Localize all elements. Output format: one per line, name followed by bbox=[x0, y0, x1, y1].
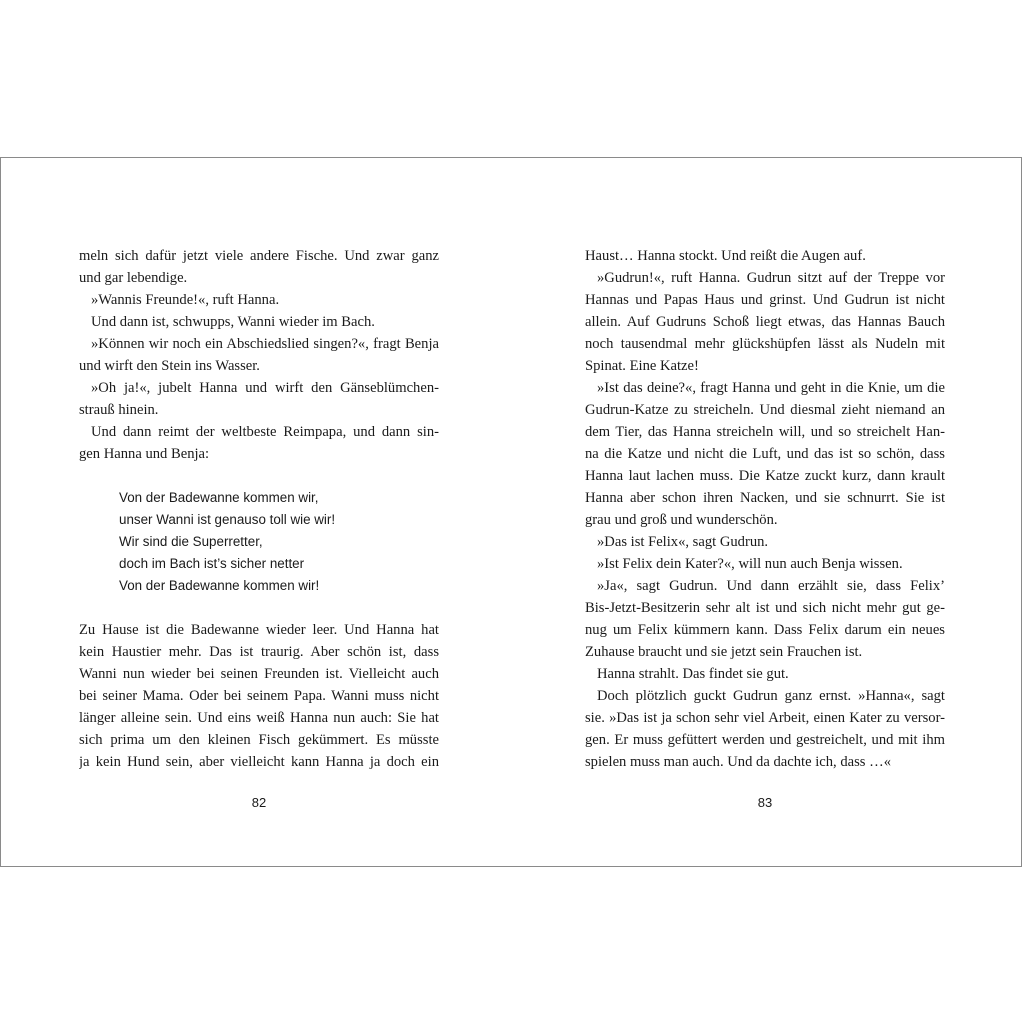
text-line: und wirft den Stein ins Wasser. bbox=[79, 358, 260, 374]
left-page-text-after-poem bbox=[79, 619, 439, 773]
text-line: Gudrun-Katze zu streicheln. Und diesmal zieht niemand an bbox=[585, 402, 945, 418]
text-line: meln sich dafür jetzt viele andere Fische. Und zwar ganz bbox=[79, 248, 439, 264]
text-line: Bis-Jetzt-Besitzerin sehr alt ist und sich nicht mehr gut ge- bbox=[585, 600, 945, 616]
paragraph bbox=[79, 421, 439, 465]
paragraph bbox=[79, 245, 439, 289]
text-line: Zu Hause ist die Badewanne wieder leer. Und Hanna hat bbox=[79, 622, 439, 638]
text-line: Und dann reimt der weltbeste Reimpapa, und dann sin- bbox=[91, 424, 439, 440]
text-line: Hanna aber schon ihren Nacken, und sie schnurrt. Sie ist bbox=[585, 490, 945, 506]
poem-line: Von der Badewanne kommen wir! bbox=[119, 578, 320, 593]
text-line: kein Haustier mehr. Das ist traurig. Aber schön ist, dass bbox=[79, 644, 439, 660]
book-spread bbox=[0, 157, 1022, 867]
right-page-text bbox=[585, 245, 945, 773]
text-line: »Wannis Freunde!«, ruft Hanna. bbox=[91, 292, 280, 308]
paragraph bbox=[585, 553, 945, 575]
text-line: Doch plötzlich guckt Gudrun ganz ernst. »Hanna«, sagt bbox=[597, 688, 945, 704]
paragraph bbox=[79, 619, 439, 773]
poem bbox=[79, 487, 439, 597]
text-line: Haust… Hanna stockt. Und reißt die Augen auf. bbox=[585, 248, 866, 264]
text-line: nug um Felix kümmern kann. Dass Felix darum ein neues bbox=[585, 622, 945, 638]
page-number-right: 83 bbox=[757, 795, 773, 810]
text-line: allein. Auf Gudruns Schoß liegt etwas, das Hannas Bauch bbox=[585, 314, 945, 330]
text-line: gen. Er muss gefüttert werden und gestreichelt, und mit ihm bbox=[585, 732, 945, 748]
text-line: na die Katze und nicht die Luft, und das ist so schön, dass bbox=[585, 446, 945, 462]
text-line: sie. »Das ist ja schon sehr viel Arbeit, einen Kater zu versor- bbox=[585, 710, 945, 726]
poem-line: unser Wanni ist genauso toll wie wir! bbox=[119, 512, 336, 527]
text-line: Zuhause braucht und sie jetzt sein Frauchen ist. bbox=[585, 644, 863, 660]
text-line: Hannas und Papas Haus und grinst. Und Gudrun ist nicht bbox=[585, 292, 945, 308]
text-line: Und dann ist, schwupps, Wanni wieder im Bach. bbox=[91, 314, 375, 330]
paragraph bbox=[79, 377, 439, 421]
paragraph bbox=[585, 531, 945, 553]
text-line: spielen muss man auch. Und da dachte ich, dass …« bbox=[585, 754, 891, 770]
paragraph bbox=[79, 333, 439, 377]
poem-line: Wir sind die Superretter, bbox=[119, 534, 263, 549]
text-line: »Ja«, sagt Gudrun. Und dann erzählt sie, dass Felix’ bbox=[597, 578, 945, 594]
paragraph bbox=[585, 267, 945, 377]
poem-line: doch im Bach ist’s sicher netter bbox=[119, 556, 305, 571]
text-line: ja kein Hund sein, aber vielleicht kann Hanna ja doch ein bbox=[79, 754, 439, 770]
text-line: »Gudrun!«, ruft Hanna. Gudrun sitzt auf der Treppe vor bbox=[597, 270, 945, 286]
text-line: länger alleine sein. Und eins weiß Hanna nun auch: Sie hat bbox=[79, 710, 439, 726]
text-line: »Ist Felix dein Kater?«, will nun auch Benja wissen. bbox=[597, 556, 903, 572]
text-line: Spinat. Eine Katze! bbox=[585, 358, 699, 374]
text-line: und gar lebendige. bbox=[79, 270, 188, 286]
text-line: bei seiner Mama. Oder bei seinem Papa. Wanni muss nicht bbox=[79, 688, 439, 704]
paragraph bbox=[585, 663, 945, 685]
text-line: dem Tier, das Hanna streicheln will, und so streichelt Han- bbox=[585, 424, 945, 440]
poem-line: Von der Badewanne kommen wir, bbox=[119, 490, 319, 505]
paragraph bbox=[585, 377, 945, 531]
text-line: strauß hinein. bbox=[79, 402, 159, 418]
text-line: gen Hanna und Benja: bbox=[79, 446, 210, 462]
left-page bbox=[79, 245, 439, 773]
text-line: »Das ist Felix«, sagt Gudrun. bbox=[597, 534, 769, 550]
text-line: grau und groß und wunderschön. bbox=[585, 512, 778, 528]
left-page-text-before-poem bbox=[79, 245, 439, 465]
paragraph bbox=[585, 685, 945, 773]
text-line: sich prima um den kleinen Fisch gekümmert. Es müsste bbox=[79, 732, 439, 748]
right-page bbox=[585, 245, 945, 773]
text-line: noch tausendmal mehr glückshüpfen lässt als Nudeln mit bbox=[585, 336, 945, 352]
text-line: »Ist das deine?«, fragt Hanna und geht in die Knie, um die bbox=[597, 380, 945, 396]
paragraph bbox=[585, 245, 945, 267]
text-line: Wanni nun wieder bei seinen Freunden ist. Vielleicht auch bbox=[79, 666, 439, 682]
paragraph bbox=[79, 311, 439, 333]
paragraph bbox=[585, 575, 945, 663]
text-line: Hanna strahlt. Das findet sie gut. bbox=[597, 666, 789, 682]
text-line: Hanna laut lachen muss. Die Katze zuckt kurz, dann krault bbox=[585, 468, 945, 484]
text-line: »Oh ja!«, jubelt Hanna und wirft den Gänseblümchen- bbox=[91, 380, 439, 396]
page-number-left: 82 bbox=[251, 795, 267, 810]
paragraph bbox=[79, 289, 439, 311]
text-line: »Können wir noch ein Abschiedslied singen?«, fragt Benja bbox=[91, 336, 439, 352]
